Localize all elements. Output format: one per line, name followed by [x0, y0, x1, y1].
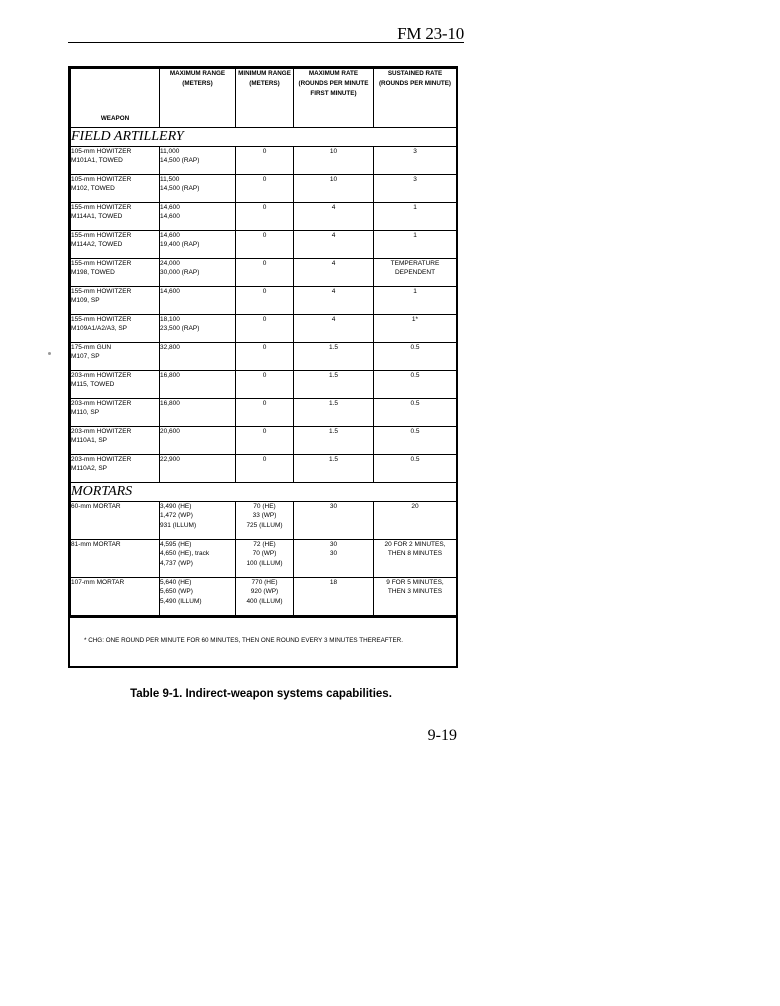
cell-line: 18,100 [160, 316, 180, 323]
cell-line: 14,600 [160, 213, 180, 221]
column-header-max-range: MAXIMUM RANGE (METERS) [160, 69, 236, 128]
cell-line: THEN 3 MINUTES [387, 588, 443, 596]
weapon-cell [71, 287, 160, 315]
cell-line: 1.5 [328, 428, 339, 435]
header-row [71, 69, 457, 128]
cell-line: 931 (ILLUM) [160, 521, 197, 529]
cell-line: 0 [262, 288, 267, 295]
cell-line: M114A2, TOWED [71, 241, 123, 249]
cell-line: 0 [262, 260, 267, 267]
cell-line: M110, SP [71, 409, 100, 417]
max-range-cell [160, 175, 236, 203]
weapon-cell [71, 343, 160, 371]
cell-line: 4,737 (WP) [160, 559, 193, 567]
cell-line: 155-mm HOWITZER [71, 232, 132, 239]
cell-line: 16,800 [160, 400, 180, 407]
sustained-rate-cell [374, 502, 457, 540]
cell-line: 3 [413, 176, 417, 183]
table-row [71, 455, 457, 483]
cell-line: 3 [413, 148, 417, 155]
table-row [71, 203, 457, 231]
table-row [71, 343, 457, 371]
min-range-cell [236, 427, 294, 455]
sustained-rate-cell [374, 399, 457, 427]
section-title: FIELD ARTILLERY [71, 128, 457, 147]
cell-line: 175-mm GUN [71, 344, 112, 351]
cell-line: 4,595 (HE) [160, 541, 192, 548]
cell-line: 14,500 (RAP) [160, 157, 200, 165]
max-range-cell [160, 287, 236, 315]
cell-line: 203-mm HOWITZER [71, 428, 132, 435]
weapon-cell [71, 578, 160, 616]
weapon-cell [71, 502, 160, 540]
table-row [71, 427, 457, 455]
cell-line: 32,800 [160, 344, 180, 351]
capabilities-table-grid [70, 68, 457, 616]
cell-line: 30 [329, 503, 338, 510]
cell-line: 0.5 [410, 372, 420, 379]
min-range-cell [236, 455, 294, 483]
cell-line: 725 (ILLUM) [246, 521, 283, 529]
min-range-cell [236, 175, 294, 203]
cell-line: 30 [329, 550, 338, 558]
cell-line: 1,472 (WP) [160, 512, 193, 520]
max-rate-cell [294, 540, 374, 578]
cell-line: M102, TOWED [71, 185, 115, 193]
cell-line: 14,600 [160, 232, 180, 239]
cell-line: 4 [331, 232, 336, 239]
sustained-rate-cell [374, 287, 457, 315]
cell-line: 14,600 [160, 288, 180, 295]
cell-line: 14,600 [160, 204, 180, 211]
weapon-cell [71, 175, 160, 203]
cell-line: M109A1/A2/A3, SP [71, 325, 128, 333]
sustained-rate-cell [374, 315, 457, 343]
cell-line: 19,400 (RAP) [160, 241, 200, 249]
cell-line: 10 [329, 148, 338, 155]
max-rate-cell [294, 502, 374, 540]
max-range-cell [160, 315, 236, 343]
min-range-cell [236, 540, 294, 578]
cell-line: 0 [262, 456, 267, 463]
cell-line: 400 (ILLUM) [246, 597, 283, 605]
min-range-cell [236, 259, 294, 287]
table-row [71, 578, 457, 616]
cell-line: 4 [331, 288, 336, 295]
cell-line: 16,800 [160, 372, 180, 379]
weapon-cell [71, 455, 160, 483]
min-range-cell [236, 399, 294, 427]
table-row [71, 371, 457, 399]
min-range-cell [236, 371, 294, 399]
column-header-sustained-rate: SUSTAINED RATE (ROUNDS PER MINUTE) [374, 69, 457, 128]
cell-line: 0.5 [410, 400, 420, 407]
cell-line: 11,000 [160, 148, 180, 155]
column-header-max-rate: MAXIMUM RATE (ROUNDS PER MINUTE FIRST MINUTE) [294, 69, 374, 128]
cell-line: M115, TOWED [71, 381, 115, 389]
cell-line: M109, SP [71, 297, 100, 305]
cell-line: 1.5 [328, 456, 339, 463]
cell-line: 1 [413, 288, 417, 295]
max-rate-cell [294, 371, 374, 399]
max-rate-cell [294, 455, 374, 483]
cell-line: 1 [413, 232, 417, 239]
cell-line: 1 [413, 204, 417, 211]
cell-line: 5,650 (WP) [160, 588, 193, 596]
cell-line: 23,500 (RAP) [160, 325, 200, 333]
cell-line: 0.5 [410, 428, 420, 435]
max-rate-cell [294, 315, 374, 343]
max-range-cell [160, 343, 236, 371]
min-range-cell [236, 203, 294, 231]
cell-line: 155-mm HOWITZER [71, 204, 132, 211]
cell-line: 100 (ILLUM) [246, 559, 283, 567]
min-range-cell [236, 578, 294, 616]
max-rate-cell [294, 203, 374, 231]
max-range-cell [160, 540, 236, 578]
section-title: MORTARS [71, 483, 457, 502]
table-row [71, 147, 457, 175]
weapon-cell [71, 259, 160, 287]
table-row [71, 315, 457, 343]
max-range-cell [160, 259, 236, 287]
cell-line: 24,000 [160, 260, 180, 267]
max-range-cell [160, 578, 236, 616]
table-caption: Table 9-1. Indirect-weapon systems capabilities. [130, 688, 392, 700]
table-row [71, 231, 457, 259]
cell-line: 0 [262, 400, 267, 407]
weapon-cell [71, 203, 160, 231]
cell-line: 0 [262, 148, 267, 155]
min-range-cell [236, 231, 294, 259]
weapon-cell [71, 371, 160, 399]
cell-line: 1.5 [328, 372, 339, 379]
cell-line: 155-mm HOWITZER [71, 288, 132, 295]
sustained-rate-cell [374, 343, 457, 371]
cell-line: 1* [411, 316, 419, 323]
cell-line: 155-mm HOWITZER [71, 260, 132, 267]
cell-line: 1.5 [328, 344, 339, 351]
cell-line: 9 FOR 5 MINUTES, [386, 579, 444, 586]
column-header-min-range: MINIMUM RANGE (METERS) [236, 69, 294, 128]
cell-line: 0 [262, 232, 267, 239]
cell-line: 10 [329, 176, 338, 183]
cell-line: 4 [331, 260, 336, 267]
cell-line: 0.5 [410, 456, 420, 463]
cell-line: DEPENDENT [394, 269, 436, 277]
cell-line: 0 [262, 344, 267, 351]
sustained-rate-cell [374, 175, 457, 203]
cell-line: M114A1, TOWED [71, 213, 123, 221]
min-range-cell [236, 315, 294, 343]
cell-line: 60-mm MORTAR [71, 503, 121, 510]
sustained-rate-cell [374, 455, 457, 483]
capabilities-table [68, 66, 458, 668]
weapon-cell [71, 147, 160, 175]
min-range-cell [236, 343, 294, 371]
section-row [71, 128, 457, 147]
max-rate-cell [294, 427, 374, 455]
cell-line: 18 [329, 579, 338, 586]
weapon-cell [71, 427, 160, 455]
cell-line: 4 [331, 316, 336, 323]
sustained-rate-cell [374, 540, 457, 578]
max-rate-cell [294, 175, 374, 203]
cell-line: 81-mm MORTAR [71, 541, 121, 548]
max-rate-cell [294, 231, 374, 259]
min-range-cell [236, 147, 294, 175]
cell-line: M198, TOWED [71, 269, 115, 277]
max-range-cell [160, 231, 236, 259]
header-rule [68, 42, 464, 43]
max-range-cell [160, 371, 236, 399]
cell-line: 0 [262, 204, 267, 211]
table-row [71, 502, 457, 540]
cell-line: 70 (WP) [252, 550, 277, 558]
cell-line: 33 (WP) [252, 512, 277, 520]
cell-line: 203-mm HOWITZER [71, 400, 132, 407]
cell-line: 20,600 [160, 428, 180, 435]
weapon-cell [71, 231, 160, 259]
cell-line: THEN 8 MINUTES [387, 550, 443, 558]
section-row [71, 483, 457, 502]
cell-line: 3,490 (HE) [160, 503, 192, 510]
cell-line: 0.5 [410, 344, 420, 351]
sustained-rate-cell [374, 203, 457, 231]
cell-line: 30,000 (RAP) [160, 269, 200, 277]
cell-line: 203-mm HOWITZER [71, 372, 132, 379]
cell-line: 5,640 (HE) [160, 579, 192, 586]
cell-line: 14,500 (RAP) [160, 185, 200, 193]
table-row [71, 259, 457, 287]
cell-line: 105-mm HOWITZER [71, 148, 132, 155]
cell-line: 105-mm HOWITZER [71, 176, 132, 183]
cell-line: M110A2, SP [71, 465, 108, 473]
cell-line: TEMPERATURE [390, 260, 440, 267]
cell-line: 920 (WP) [250, 588, 279, 596]
table-row [71, 175, 457, 203]
sustained-rate-cell [374, 259, 457, 287]
cell-line: 155-mm HOWITZER [71, 316, 132, 323]
sustained-rate-cell [374, 147, 457, 175]
cell-line: 0 [262, 176, 267, 183]
sustained-rate-cell [374, 231, 457, 259]
max-range-cell [160, 203, 236, 231]
cell-line: 203-mm HOWITZER [71, 456, 132, 463]
document-id: FM 23-10 [397, 24, 464, 43]
cell-line: 20 [411, 503, 419, 510]
max-range-cell [160, 147, 236, 175]
cell-line: 4 [331, 204, 336, 211]
max-rate-cell [294, 343, 374, 371]
cell-line: M110A1, SP [71, 437, 108, 445]
table-row [71, 287, 457, 315]
cell-line: 4,650 (HE), track [160, 550, 210, 558]
footnote: * CHG: ONE ROUND PER MINUTE FOR 60 MINUTES, THEN ONE ROUND EVERY 3 MINUTES THEREAFTER. [70, 616, 456, 666]
max-rate-cell [294, 287, 374, 315]
max-rate-cell [294, 259, 374, 287]
cell-line: 1.5 [328, 400, 339, 407]
weapon-cell [71, 315, 160, 343]
max-range-cell [160, 427, 236, 455]
max-range-cell [160, 502, 236, 540]
cell-line: 30 [329, 541, 338, 548]
cell-line: 0 [262, 316, 267, 323]
column-header-weapon: WEAPON [71, 69, 160, 128]
sustained-rate-cell [374, 427, 457, 455]
table-row [71, 399, 457, 427]
sustained-rate-cell [374, 371, 457, 399]
cell-line: 0 [262, 372, 267, 379]
cell-line: 72 (HE) [253, 541, 276, 548]
page-number: 9-19 [427, 727, 457, 744]
max-rate-cell [294, 147, 374, 175]
cell-line: 107-mm MORTAR [71, 579, 125, 586]
cell-line: 11,500 [160, 176, 180, 183]
max-range-cell [160, 399, 236, 427]
max-range-cell [160, 455, 236, 483]
weapon-cell [71, 540, 160, 578]
min-range-cell [236, 287, 294, 315]
cell-line: 70 (HE) [253, 503, 276, 510]
cell-line: 20 FOR 2 MINUTES, [384, 541, 446, 548]
max-rate-cell [294, 399, 374, 427]
weapon-cell [71, 399, 160, 427]
cell-line: 5,490 (ILLUM) [160, 597, 202, 605]
cell-line: 0 [262, 428, 267, 435]
cell-line: 770 (HE) [251, 579, 278, 586]
table-row [71, 540, 457, 578]
min-range-cell [236, 502, 294, 540]
cell-line: M107, SP [71, 353, 100, 361]
cell-line: M101A1, TOWED [71, 157, 123, 165]
max-rate-cell [294, 578, 374, 616]
sustained-rate-cell [374, 578, 457, 616]
margin-mark [48, 352, 51, 355]
cell-line: 22,900 [160, 456, 180, 463]
